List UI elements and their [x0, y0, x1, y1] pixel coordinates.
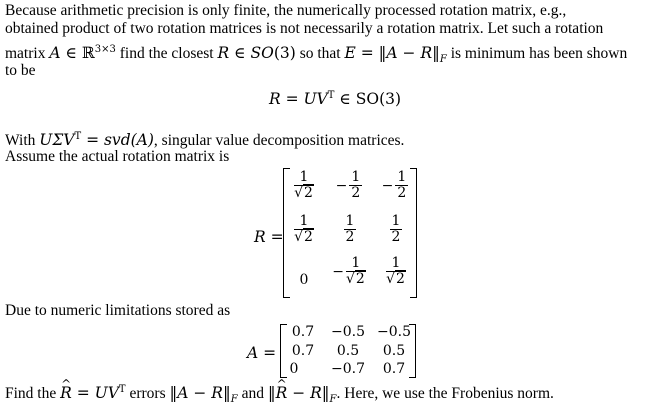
math-norm-A-R: ‖A − $R‖_F$: [169, 384, 238, 405]
final-text-a: Find the: [5, 385, 61, 402]
math-A-in-R3x3: A ∈ ℝ$^{3\times 3}$: [49, 44, 116, 62]
matrix-A-cell-1-2: −0.5: [331, 324, 365, 340]
paragraph-line-1: Because arithmetic precision is only finite, the numerically processed rotation matrix, e.g.,: [5, 2, 567, 19]
final-text-c: and: [237, 385, 268, 402]
text-so-that: so that: [295, 45, 345, 62]
equation-R-sup: T: [327, 90, 335, 101]
math-Rhat-UVT: ^ $R = UV^T$: [60, 384, 125, 402]
text-find-closest: find the closest: [115, 45, 218, 62]
svd-suffix: , singular value decomposition matrices.: [153, 132, 405, 149]
final-text-b: errors: [125, 385, 170, 402]
text-matrix: matrix: [5, 45, 50, 62]
svd-line: [5, 128, 404, 150]
svd-usv: UΣV: [39, 131, 75, 149]
matrix-A: [280, 324, 416, 378]
matrix-R-label: R =: [254, 228, 284, 246]
equation-R-main: R = UV: [268, 90, 328, 108]
final-text-d: . Here, we use the Frobenius norm.: [336, 385, 554, 402]
svd-sup: T: [74, 131, 82, 142]
paragraph-line-3: [5, 41, 627, 69]
svd-mid: = svd(A): [81, 131, 154, 149]
matrix-R-cell-3-3: $\frac{1}{√2}$: [386, 255, 405, 287]
matrix-A-cell-3-1: 0: [289, 361, 299, 377]
matrix-R: [283, 168, 417, 298]
matrix-R-cell-3-2: − $\frac{1}{√2}$: [332, 255, 365, 287]
matrix-R-cell-2-2: $\frac{1}{2}$: [345, 213, 355, 245]
matrix-A-cell-1-1: 0.7: [291, 324, 315, 340]
svd-prefix: With: [5, 132, 40, 149]
matrix-A-cell-1-3: −0.5: [377, 324, 411, 340]
matrix-A-cell-2-2: 0.5: [336, 343, 360, 359]
paragraph-line-2: obtained product of two rotation matrices is not necessarily a rotation matrix. Let such a rotation: [5, 20, 604, 37]
matrix-R-cell-2-1: $\frac{1}{√2}$: [294, 213, 313, 245]
matrix-A-cell-2-1: 0.7: [291, 343, 315, 359]
matrix-A-label: A =: [247, 344, 277, 362]
matrix-A-cell-3-2: −0.7: [331, 361, 365, 377]
numeric-line: Due to numeric limitations stored as: [5, 302, 231, 319]
matrix-R-cell-1-2: − $\frac{1}{2}$: [335, 169, 361, 201]
text-is-minimum: is minimum has been shown: [446, 45, 628, 62]
matrix-A-cell-3-3: 0.7: [382, 361, 406, 377]
assume-line: Assume the actual rotation matrix is: [5, 148, 230, 165]
matrix-R-cell-3-1: 0: [299, 272, 309, 288]
math-norm-Rhat-R: ‖^ $R - R‖_F$: [268, 384, 337, 402]
equation-R-UVT: [0, 90, 670, 108]
svd-math: [39, 131, 154, 149]
math-R-in-SO3: R ∈ SO(3): [217, 44, 296, 62]
math-E-norm: E = ‖A − $R‖_F$: [344, 44, 447, 65]
paragraph-line-4: to be: [5, 62, 36, 79]
matrix-R-cell-1-1: $\frac{1}{√2}$: [294, 169, 313, 201]
equation-R-tail: ∈ SO(3): [334, 90, 402, 108]
matrix-A-cell-2-3: 0.5: [382, 343, 406, 359]
final-line: [5, 381, 554, 409]
matrix-R-cell-1-3: − $\frac{1}{2}$: [381, 169, 407, 201]
matrix-R-cell-2-3: $\frac{1}{2}$: [391, 213, 401, 245]
